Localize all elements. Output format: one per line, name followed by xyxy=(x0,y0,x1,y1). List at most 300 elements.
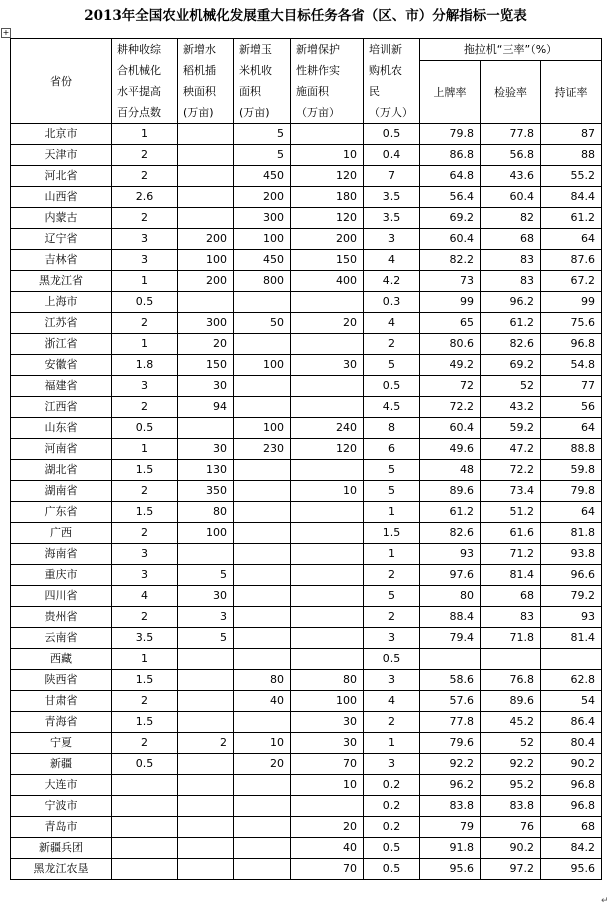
table-row xyxy=(11,292,602,313)
value-cell: 45.2 xyxy=(481,712,541,733)
value-cell: 100 xyxy=(234,229,291,250)
value-cell: 30 xyxy=(291,712,364,733)
value-cell: 88 xyxy=(541,145,602,166)
province-cell: 北京市 xyxy=(11,124,112,145)
value-cell xyxy=(481,649,541,670)
value-cell: 87.6 xyxy=(541,250,602,271)
value-cell: 81.8 xyxy=(541,523,602,544)
value-cell: 77.8 xyxy=(420,712,481,733)
province-cell: 云南省 xyxy=(11,628,112,649)
table-row xyxy=(11,838,602,859)
value-cell: 61.2 xyxy=(420,502,481,523)
value-cell: 1.5 xyxy=(364,523,420,544)
value-cell xyxy=(234,376,291,397)
value-cell: 92.2 xyxy=(481,754,541,775)
table-anchor-icon: + xyxy=(2,28,10,37)
value-cell: 150 xyxy=(291,250,364,271)
value-cell: 82 xyxy=(481,208,541,229)
value-cell: 49.2 xyxy=(420,355,481,376)
value-cell: 3 xyxy=(112,376,178,397)
value-cell xyxy=(291,628,364,649)
value-cell xyxy=(112,838,178,859)
value-cell: 30 xyxy=(178,439,234,460)
value-cell: 10 xyxy=(291,775,364,796)
value-cell: 51.2 xyxy=(481,502,541,523)
value-cell: 95.6 xyxy=(541,859,602,880)
value-cell xyxy=(178,712,234,733)
page-title: 2013年全国农业机械化发展重大目标任务各省（区、市）分解指标一览表 xyxy=(84,8,527,24)
table-row xyxy=(11,733,602,754)
value-cell: 68 xyxy=(481,586,541,607)
value-cell: 300 xyxy=(234,208,291,229)
header-corn-harvest: 新增玉 米机收 面积 (万亩) xyxy=(234,39,291,124)
value-cell: 7 xyxy=(364,166,420,187)
value-cell xyxy=(291,523,364,544)
value-cell: 2 xyxy=(112,397,178,418)
province-cell: 河北省 xyxy=(11,166,112,187)
value-cell: 72 xyxy=(420,376,481,397)
province-cell: 新疆兵团 xyxy=(11,838,112,859)
value-cell: 30 xyxy=(291,733,364,754)
province-cell: 湖北省 xyxy=(11,460,112,481)
value-cell: 200 xyxy=(291,229,364,250)
table-row xyxy=(11,775,602,796)
value-cell: 96.8 xyxy=(541,796,602,817)
value-cell: 800 xyxy=(234,271,291,292)
value-cell: 1 xyxy=(112,439,178,460)
value-cell: 130 xyxy=(178,460,234,481)
value-cell: 2.6 xyxy=(112,187,178,208)
table-row xyxy=(11,208,602,229)
value-cell: 5 xyxy=(178,565,234,586)
value-cell: 120 xyxy=(291,439,364,460)
province-cell: 河南省 xyxy=(11,439,112,460)
header-farmer-training: 培训新 购机农 民 （万人） xyxy=(364,39,420,124)
value-cell: 79.8 xyxy=(541,481,602,502)
value-cell: 55.2 xyxy=(541,166,602,187)
header-province: 省份 xyxy=(11,39,112,124)
table-row xyxy=(11,145,602,166)
value-cell: 83 xyxy=(481,607,541,628)
value-cell: 0.5 xyxy=(112,418,178,439)
value-cell: 240 xyxy=(291,418,364,439)
province-cell: 黑龙江省 xyxy=(11,271,112,292)
province-cell: 辽宁省 xyxy=(11,229,112,250)
value-cell: 10 xyxy=(291,481,364,502)
value-cell: 3 xyxy=(112,250,178,271)
value-cell: 30 xyxy=(178,586,234,607)
value-cell: 75.6 xyxy=(541,313,602,334)
value-cell xyxy=(234,607,291,628)
value-cell: 56.4 xyxy=(420,187,481,208)
value-cell xyxy=(178,145,234,166)
value-cell xyxy=(234,838,291,859)
value-cell: 71.2 xyxy=(481,544,541,565)
value-cell xyxy=(112,796,178,817)
value-cell: 95.2 xyxy=(481,775,541,796)
value-cell: 79.2 xyxy=(541,586,602,607)
value-cell: 82.6 xyxy=(481,334,541,355)
province-cell: 西藏 xyxy=(11,649,112,670)
table-row xyxy=(11,859,602,880)
value-cell: 1.8 xyxy=(112,355,178,376)
value-cell: 81.4 xyxy=(481,565,541,586)
header-license-rate: 持证率 xyxy=(541,61,602,124)
table-row xyxy=(11,607,602,628)
value-cell xyxy=(112,859,178,880)
province-cell: 贵州省 xyxy=(11,607,112,628)
value-cell: 43.6 xyxy=(481,166,541,187)
value-cell xyxy=(291,124,364,145)
value-cell: 1 xyxy=(364,544,420,565)
value-cell: 54.8 xyxy=(541,355,602,376)
table-row xyxy=(11,166,602,187)
table-body xyxy=(11,124,602,880)
value-cell: 150 xyxy=(178,355,234,376)
value-cell: 1 xyxy=(112,649,178,670)
value-cell: 64 xyxy=(541,502,602,523)
value-cell: 100 xyxy=(178,250,234,271)
value-cell xyxy=(234,523,291,544)
value-cell: 200 xyxy=(178,271,234,292)
header-inspection-rate: 检验率 xyxy=(481,61,541,124)
value-cell xyxy=(291,502,364,523)
header-tractor-group: 拖拉机“三率”（%） xyxy=(420,39,602,61)
value-cell: 92.2 xyxy=(420,754,481,775)
province-cell: 江西省 xyxy=(11,397,112,418)
value-cell: 100 xyxy=(234,418,291,439)
value-cell: 20 xyxy=(178,334,234,355)
value-cell: 77 xyxy=(541,376,602,397)
header-conservation-tillage: 新增保护 性耕作实 施面积 （万亩） xyxy=(291,39,364,124)
value-cell xyxy=(178,838,234,859)
value-cell: 2 xyxy=(112,313,178,334)
value-cell: 2 xyxy=(364,712,420,733)
table-row xyxy=(11,271,602,292)
value-cell: 4 xyxy=(364,691,420,712)
table-row xyxy=(11,229,602,250)
value-cell xyxy=(178,670,234,691)
value-cell: 88.8 xyxy=(541,439,602,460)
value-cell xyxy=(178,418,234,439)
value-cell: 5 xyxy=(178,628,234,649)
value-cell: 0.5 xyxy=(112,754,178,775)
province-cell: 新疆 xyxy=(11,754,112,775)
value-cell: 2 xyxy=(112,145,178,166)
province-cell: 山东省 xyxy=(11,418,112,439)
value-cell: 0.5 xyxy=(364,124,420,145)
table-row xyxy=(11,565,602,586)
value-cell: 120 xyxy=(291,208,364,229)
province-cell: 安徽省 xyxy=(11,355,112,376)
value-cell: 73 xyxy=(420,271,481,292)
value-cell: 95.6 xyxy=(420,859,481,880)
province-cell: 广东省 xyxy=(11,502,112,523)
province-cell: 上海市 xyxy=(11,292,112,313)
value-cell xyxy=(234,649,291,670)
value-cell: 73.4 xyxy=(481,481,541,502)
province-cell: 宁波市 xyxy=(11,796,112,817)
value-cell: 72.2 xyxy=(420,397,481,418)
table-row xyxy=(11,586,602,607)
value-cell: 4.2 xyxy=(364,271,420,292)
value-cell xyxy=(234,544,291,565)
value-cell: 3 xyxy=(112,565,178,586)
value-cell: 96.6 xyxy=(541,565,602,586)
value-cell xyxy=(291,607,364,628)
value-cell xyxy=(178,166,234,187)
value-cell: 90.2 xyxy=(481,838,541,859)
value-cell: 1.5 xyxy=(112,460,178,481)
value-cell: 3 xyxy=(364,754,420,775)
value-cell xyxy=(178,796,234,817)
value-cell xyxy=(234,817,291,838)
province-cell: 青海省 xyxy=(11,712,112,733)
value-cell: 77.8 xyxy=(481,124,541,145)
value-cell: 3 xyxy=(112,544,178,565)
value-cell: 230 xyxy=(234,439,291,460)
table-row xyxy=(11,691,602,712)
value-cell: 80 xyxy=(291,670,364,691)
table-row xyxy=(11,418,602,439)
value-cell: 350 xyxy=(178,481,234,502)
value-cell xyxy=(291,544,364,565)
value-cell: 3 xyxy=(178,607,234,628)
value-cell: 3.5 xyxy=(364,187,420,208)
value-cell: 89.6 xyxy=(420,481,481,502)
value-cell xyxy=(178,817,234,838)
value-cell: 80.6 xyxy=(420,334,481,355)
value-cell: 100 xyxy=(291,691,364,712)
value-cell: 100 xyxy=(178,523,234,544)
value-cell: 96.2 xyxy=(420,775,481,796)
value-cell: 93 xyxy=(541,607,602,628)
table-row xyxy=(11,649,602,670)
province-cell: 海南省 xyxy=(11,544,112,565)
province-cell: 黑龙江农垦 xyxy=(11,859,112,880)
table-row xyxy=(11,754,602,775)
value-cell: 0.3 xyxy=(364,292,420,313)
value-cell: 93 xyxy=(420,544,481,565)
province-cell: 广西 xyxy=(11,523,112,544)
value-cell: 96.2 xyxy=(481,292,541,313)
paragraph-mark-icon: ↵ xyxy=(601,896,609,906)
value-cell: 69.2 xyxy=(420,208,481,229)
value-cell xyxy=(178,691,234,712)
value-cell: 200 xyxy=(178,229,234,250)
value-cell: 10 xyxy=(234,733,291,754)
value-cell: 5 xyxy=(364,481,420,502)
value-cell: 79.4 xyxy=(420,628,481,649)
value-cell: 1 xyxy=(364,502,420,523)
province-cell: 天津市 xyxy=(11,145,112,166)
value-cell: 300 xyxy=(178,313,234,334)
value-cell: 1.5 xyxy=(112,712,178,733)
value-cell xyxy=(234,481,291,502)
value-cell: 1 xyxy=(112,124,178,145)
value-cell: 61.2 xyxy=(541,208,602,229)
province-cell: 江苏省 xyxy=(11,313,112,334)
value-cell: 82.6 xyxy=(420,523,481,544)
value-cell: 0.2 xyxy=(364,817,420,838)
value-cell: 97.6 xyxy=(420,565,481,586)
value-cell xyxy=(291,334,364,355)
value-cell: 84.4 xyxy=(541,187,602,208)
value-cell xyxy=(234,502,291,523)
value-cell: 3 xyxy=(364,628,420,649)
value-cell xyxy=(291,796,364,817)
value-cell xyxy=(234,628,291,649)
value-cell: 2 xyxy=(364,334,420,355)
value-cell xyxy=(112,775,178,796)
province-cell: 四川省 xyxy=(11,586,112,607)
value-cell: 56.8 xyxy=(481,145,541,166)
value-cell: 0.5 xyxy=(364,859,420,880)
value-cell: 1 xyxy=(112,271,178,292)
value-cell: 1 xyxy=(112,334,178,355)
value-cell: 64.8 xyxy=(420,166,481,187)
value-cell xyxy=(234,460,291,481)
table-row xyxy=(11,628,602,649)
value-cell: 2 xyxy=(364,607,420,628)
value-cell: 400 xyxy=(291,271,364,292)
value-cell xyxy=(291,460,364,481)
value-cell xyxy=(541,649,602,670)
value-cell xyxy=(234,565,291,586)
value-cell: 3.5 xyxy=(112,628,178,649)
value-cell: 86.4 xyxy=(541,712,602,733)
value-cell: 5 xyxy=(364,460,420,481)
value-cell xyxy=(178,859,234,880)
value-cell: 71.8 xyxy=(481,628,541,649)
value-cell: 76.8 xyxy=(481,670,541,691)
value-cell: 56 xyxy=(541,397,602,418)
value-cell: 2 xyxy=(178,733,234,754)
value-cell xyxy=(178,775,234,796)
value-cell: 4 xyxy=(364,313,420,334)
value-cell xyxy=(178,649,234,670)
value-cell: 99 xyxy=(541,292,602,313)
value-cell: 450 xyxy=(234,166,291,187)
table-row xyxy=(11,502,602,523)
value-cell xyxy=(291,586,364,607)
value-cell xyxy=(234,334,291,355)
table-row xyxy=(11,670,602,691)
value-cell: 2 xyxy=(112,208,178,229)
value-cell: 67.2 xyxy=(541,271,602,292)
value-cell: 0.5 xyxy=(112,292,178,313)
value-cell: 47.2 xyxy=(481,439,541,460)
value-cell: 50 xyxy=(234,313,291,334)
value-cell xyxy=(178,754,234,775)
value-cell: 5 xyxy=(234,124,291,145)
province-cell: 内蒙古 xyxy=(11,208,112,229)
value-cell: 49.6 xyxy=(420,439,481,460)
province-cell: 山西省 xyxy=(11,187,112,208)
value-cell: 88.4 xyxy=(420,607,481,628)
value-cell: 61.2 xyxy=(481,313,541,334)
value-cell: 65 xyxy=(420,313,481,334)
value-cell xyxy=(234,796,291,817)
value-cell: 30 xyxy=(291,355,364,376)
value-cell: 87 xyxy=(541,124,602,145)
value-cell: 60.4 xyxy=(481,187,541,208)
value-cell: 61.6 xyxy=(481,523,541,544)
value-cell: 80 xyxy=(178,502,234,523)
value-cell: 79.6 xyxy=(420,733,481,754)
province-cell: 宁夏 xyxy=(11,733,112,754)
value-cell: 57.6 xyxy=(420,691,481,712)
value-cell: 68 xyxy=(481,229,541,250)
value-cell: 4.5 xyxy=(364,397,420,418)
value-cell: 83.8 xyxy=(420,796,481,817)
value-cell: 94 xyxy=(178,397,234,418)
value-cell: 20 xyxy=(291,817,364,838)
value-cell: 6 xyxy=(364,439,420,460)
value-cell: 10 xyxy=(291,145,364,166)
value-cell: 0.5 xyxy=(364,838,420,859)
value-cell xyxy=(178,292,234,313)
header-mechanization-level: 耕种收综 合机械化 水平提高 百分点数 xyxy=(112,39,178,124)
value-cell xyxy=(291,649,364,670)
table-row xyxy=(11,817,602,838)
table-row xyxy=(11,334,602,355)
value-cell: 40 xyxy=(234,691,291,712)
value-cell: 79.8 xyxy=(420,124,481,145)
value-cell: 72.2 xyxy=(481,460,541,481)
province-cell: 甘肃省 xyxy=(11,691,112,712)
table-row xyxy=(11,250,602,271)
value-cell: 120 xyxy=(291,166,364,187)
header-registration-rate: 上牌率 xyxy=(420,61,481,124)
value-cell: 48 xyxy=(420,460,481,481)
province-cell: 重庆市 xyxy=(11,565,112,586)
table-row xyxy=(11,439,602,460)
province-cell: 陕西省 xyxy=(11,670,112,691)
value-cell: 83.8 xyxy=(481,796,541,817)
province-cell: 大连市 xyxy=(11,775,112,796)
province-cell: 福建省 xyxy=(11,376,112,397)
value-cell: 2 xyxy=(112,691,178,712)
value-cell xyxy=(420,649,481,670)
value-cell: 4 xyxy=(364,250,420,271)
table-row xyxy=(11,397,602,418)
table-row xyxy=(11,355,602,376)
value-cell: 0.5 xyxy=(364,649,420,670)
value-cell: 2 xyxy=(112,607,178,628)
value-cell: 1.5 xyxy=(112,502,178,523)
value-cell: 97.2 xyxy=(481,859,541,880)
value-cell: 93.8 xyxy=(541,544,602,565)
value-cell: 69.2 xyxy=(481,355,541,376)
value-cell: 3 xyxy=(112,229,178,250)
province-cell: 青岛市 xyxy=(11,817,112,838)
value-cell: 0.2 xyxy=(364,796,420,817)
value-cell: 80 xyxy=(234,670,291,691)
value-cell: 43.2 xyxy=(481,397,541,418)
value-cell: 1 xyxy=(364,733,420,754)
value-cell: 2 xyxy=(112,481,178,502)
value-cell: 54 xyxy=(541,691,602,712)
value-cell: 52 xyxy=(481,733,541,754)
value-cell: 0.5 xyxy=(364,376,420,397)
value-cell xyxy=(178,544,234,565)
value-cell: 96.8 xyxy=(541,775,602,796)
value-cell xyxy=(178,208,234,229)
value-cell xyxy=(178,124,234,145)
value-cell: 20 xyxy=(291,313,364,334)
value-cell: 80.4 xyxy=(541,733,602,754)
